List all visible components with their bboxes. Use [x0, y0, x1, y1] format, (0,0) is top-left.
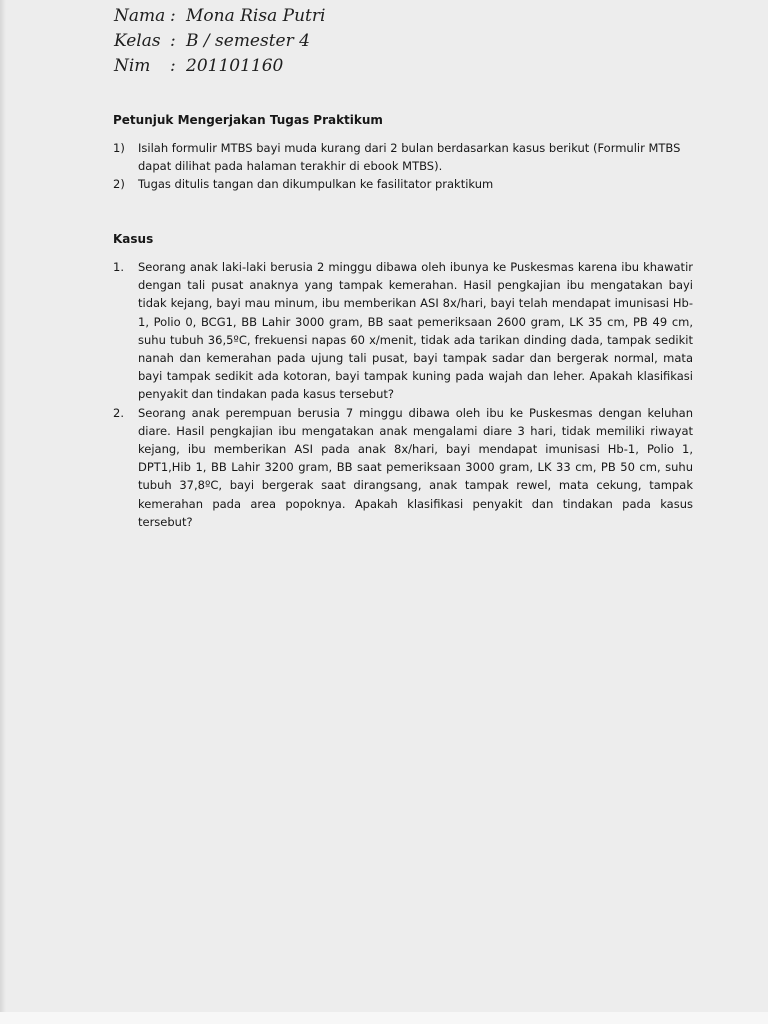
list-item-text: Isilah formulir MTBS bayi muda kurang dari 2 bulan berdasarkan kasus berikut (Formulir MTBS dapat dilihat pada halaman terakhir di ebook MTBS).	[138, 141, 681, 174]
nim-separator: :	[170, 56, 176, 76]
scan-shadow-left	[0, 0, 6, 1024]
kelas-row	[114, 29, 325, 54]
list-item	[113, 175, 693, 193]
petunjuk-title: Petunjuk Mengerjakan Tugas Praktikum	[113, 113, 383, 127]
list-item-number: 1)	[113, 141, 125, 155]
kelas-label: Kelas	[114, 31, 161, 51]
kasus-list	[113, 258, 693, 531]
list-item-text: Tugas ditulis tangan dan dikumpulkan ke fasilitator praktikum	[138, 177, 494, 192]
list-item-number: 2)	[113, 177, 125, 192]
nama-label: Nama	[114, 6, 166, 26]
kelas-value: B / semester 4	[186, 31, 310, 51]
scan-bottom-strip	[0, 1012, 768, 1024]
nama-separator: :	[170, 6, 176, 26]
list-item	[113, 139, 693, 175]
list-item	[113, 404, 693, 531]
nim-label: Nim	[114, 56, 151, 76]
nim-value: 201101160	[186, 56, 284, 76]
nama-row	[114, 4, 325, 29]
petunjuk-list	[113, 139, 693, 194]
list-item-number: 2.	[113, 405, 124, 420]
list-item-text: Seorang anak perempuan berusia 7 minggu dibawa oleh ibu ke Puskesmas dengan keluhan diare. Hasil pengkajian ibu mengatakan anak mengalami diare 3 hari, tidak memiliki riwayat kejang, ibu memberikan ASI pada anak 8x/hari, bayi mendapat imunisasi Hb-1, Polio 1, DPT1,Hib 1, BB Lahir 3200 gram, BB saat pemeriksaan 3000 gram, LK 33 cm, PB 50 cm, suhu tubuh 37,8ºC, bayi bergerak saat dirangsang, anak tampak rewel, mata cekung, tampak kemerahan pada area popoknya. Apakah klasifikasi penyakit dan tindakan pada kasus tersebut?	[138, 405, 693, 529]
list-item-text: Seorang anak laki-laki berusia 2 minggu dibawa oleh ibunya ke Puskesmas karena ibu khawatir dengan tali pusat anaknya yang tampak kemerahan. Hasil pengkajian ibu mengatakan bayi tidak kejang, bayi mau minum, ibu memberikan ASI 8x/hari, bayi telah mendapat imunisasi Hb-1, Polio 0, BCG1, BB Lahir 3000 gram, BB saat pemeriksaan 2600 gram, LK 35 cm, PB 49 cm, suhu tubuh 36,5ºC, frekuensi napas 60 x/menit, tidak ada tarikan dinding dada, tampak sedikit nanah dan kemerahan pada ujung tali pusat, bayi tampak sadar dan bergerak normal, mata bayi tampak sedikit ada kotoran, bayi tampak kuning pada wajah dan leher. Apakah klasifikasi penyakit dan tindakan pada kasus tersebut?	[138, 260, 693, 402]
kelas-separator: :	[170, 31, 176, 51]
list-item-number: 1.	[113, 260, 124, 274]
nama-value: Mona Risa Putri	[186, 6, 326, 26]
handwritten-identity-block	[114, 4, 325, 79]
nim-row	[114, 54, 325, 79]
kasus-title: Kasus	[113, 232, 154, 246]
list-item	[113, 258, 693, 404]
